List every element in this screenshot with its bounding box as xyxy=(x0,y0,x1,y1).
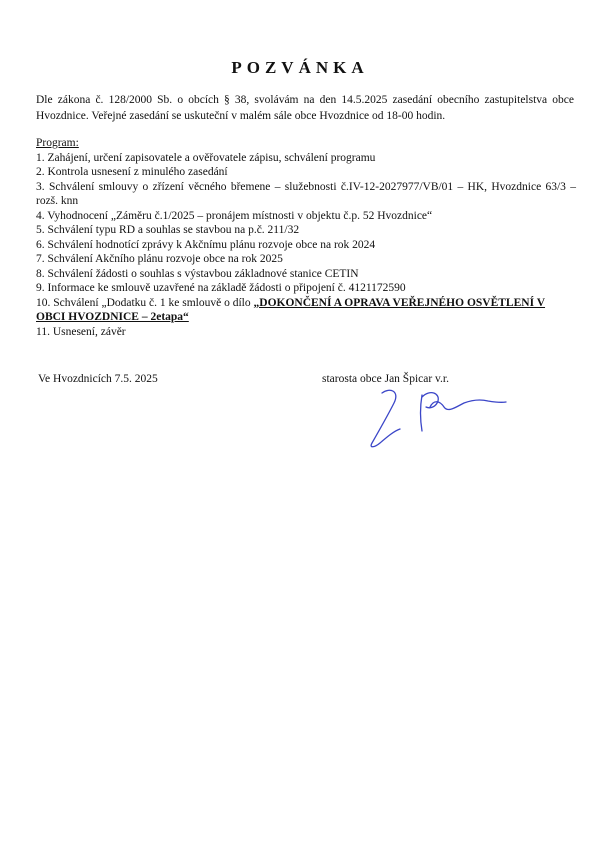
agenda-item: 4. Vyhodnocení „Záměru č.1/2025 – pronájem místnosti v objektu č.p. 52 Hvozdnice“ xyxy=(36,209,433,222)
agenda-item xyxy=(36,296,576,325)
agenda-item: 9. Informace ke smlouvě uzavřené na základě žádosti o připojení č. 4121172590 xyxy=(36,282,406,294)
program-heading: Program: xyxy=(36,137,79,149)
agenda-item: 3. Schválení smlouvy o zřízení věcného břemene – služebnosti č.IV-12-2027977/VB/01 – HK, Hvozdnice 63/3 – rozš. knn xyxy=(36,180,576,207)
agenda-item: 7. Schválení Akčního plánu rozvoje obce na rok 2025 xyxy=(36,253,283,265)
program-section xyxy=(36,136,576,339)
signature-label: starosta obce Jan Špicar v.r. xyxy=(322,373,449,385)
agenda-list xyxy=(36,151,576,340)
agenda-item: 8. Schválení žádosti o souhlas s výstavbou základnové stanice CETIN xyxy=(36,267,359,280)
place-and-date: Ve Hvozdnicích 7.5. 2025 xyxy=(38,373,158,385)
document-title: POZVÁNKA xyxy=(231,58,369,77)
agenda-item: 2. Kontrola usnesení z minulého zasedání xyxy=(36,166,228,178)
agenda-item: 1. Zahájení, určení zapisovatele a ověřovatele zápisu, schválení programu xyxy=(36,151,376,164)
agenda-item-10-project-name: „DOKONČENÍ A OPRAVA VEŘEJNÉHO OSVĚTLENÍ V OBCI HVOZDNICE – 2etapa“ xyxy=(36,296,546,323)
agenda-item: 5. Schválení typu RD a souhlas se stavbou na p.č. 211/32 xyxy=(36,224,300,236)
agenda-item: 6. Schválení hodnotící zprávy k Akčnímu plánu rozvoje obce na rok 2024 xyxy=(36,238,376,251)
intro-paragraph: Dle zákona č. 128/2000 Sb. o obcích § 38, svolávám na den 14.5.2025 zasedání obecního zastupitelstva obce Hvozdnice. Veřejné zasedání se uskuteční v malém sále obce Hvozdnice od 18-00 hodin. xyxy=(36,94,574,122)
agenda-item-10-text: 10. Schválení „Dodatku č. 1 ke smlouvě o dílo xyxy=(36,296,254,309)
handwritten-signature xyxy=(360,385,510,455)
agenda-item: 11. Usnesení, závěr xyxy=(36,325,126,338)
